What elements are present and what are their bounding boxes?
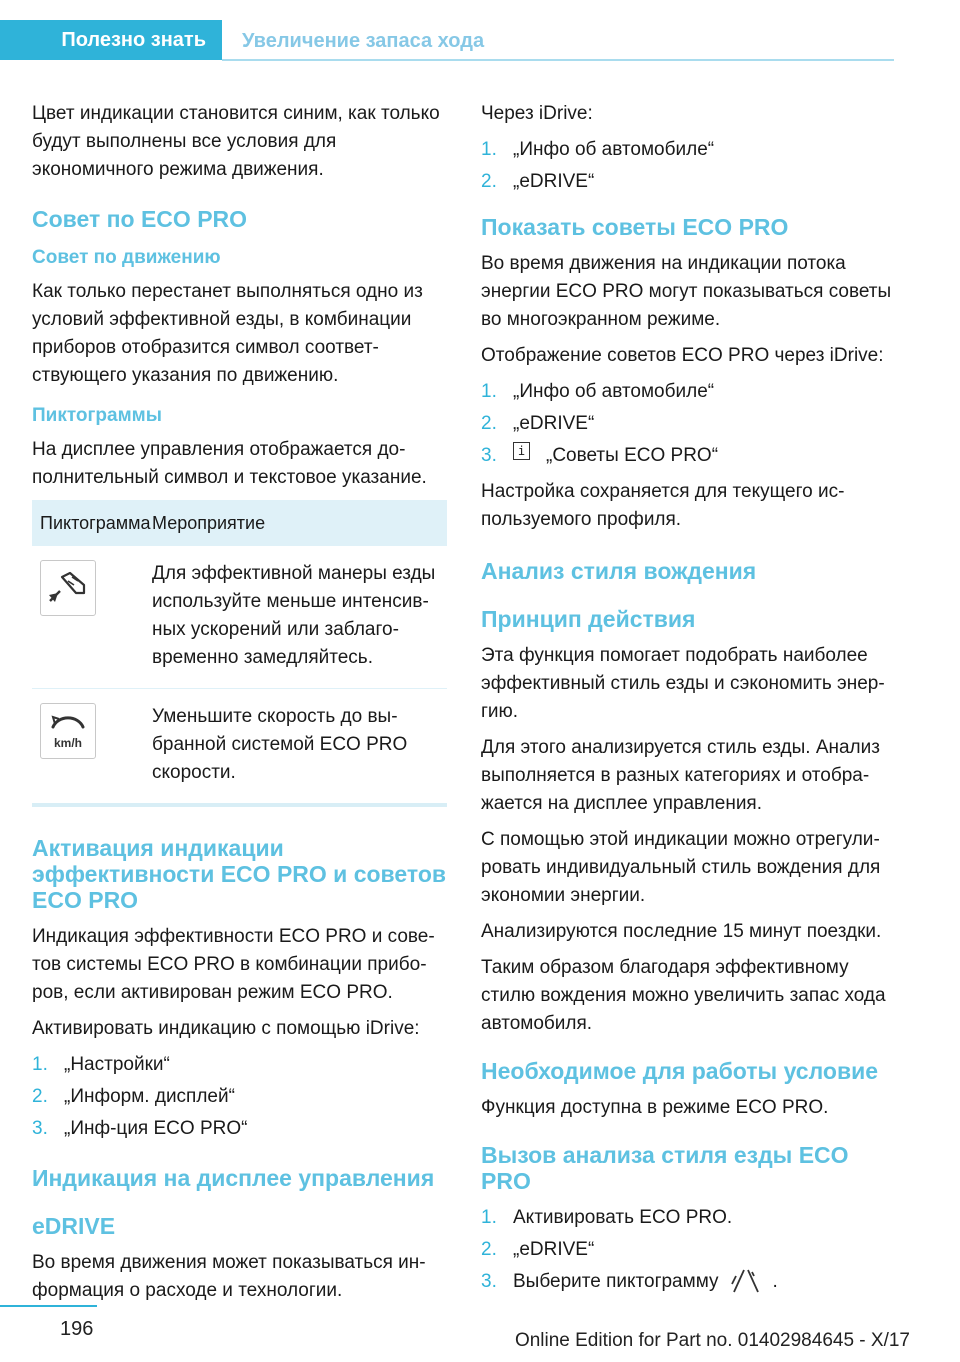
- list-item: 1. „Инфо об автомобиле“: [481, 139, 715, 160]
- footer-divider: [0, 1305, 97, 1307]
- via-idrive: Через iDrive:: [481, 103, 593, 124]
- activation-steps: [32, 1051, 452, 1143]
- driving-tip-paragraph: Как только перестанет выполняться одно из условий эффективной езды, в комбинации приборов отобразится символ соответствующего указания по движению.: [32, 281, 423, 386]
- principle-paragraph-1: Эта функция помогает подобрать наиболее эффективный стиль езды и сэкономить энергию.: [481, 645, 885, 722]
- list-item: 2. „eDRIVE“: [481, 1239, 595, 1260]
- principle-paragraph-3: С помощью этой индикации можно отрегулировать индивидуальный стиль вождения для экономии энергии.: [481, 829, 881, 906]
- header-divider: [222, 59, 894, 61]
- list-item: 1. „Настройки“: [32, 1054, 170, 1075]
- header-section-title: Увеличение запаса хода: [242, 30, 485, 52]
- heading-display: Индикация на дисплее управления: [32, 1165, 435, 1191]
- show-tips-paragraph: Во время движения на индикации потока энергии ECO PRO могут показываться советы во многоэкранном режиме.: [481, 253, 892, 330]
- list-item: 1. „Инфо об автомобиле“: [481, 381, 715, 402]
- table-row-text: Для эффективной манеры езды используйте меньше интенсивных ускорений или заблаговременно замедляйтесь.: [152, 563, 436, 668]
- list-item: 2. „Информ. дисплей“: [32, 1086, 235, 1107]
- heading-requirement: Необходимое для работы условие: [481, 1058, 879, 1084]
- principle-paragraph-2: Для этого анализируется стиль езды. Анализ выполняется в разных категориях и отображается на дисплее управления.: [481, 737, 880, 814]
- heading-call-analysis: Вызов анализа стиля езды ECO PRO: [481, 1142, 849, 1194]
- accelerator-pedal-icon: [40, 560, 96, 616]
- right-column: [481, 100, 901, 1311]
- list-item: 2. „eDRIVE“: [481, 171, 595, 192]
- intro-paragraph: Цвет индикации становится синим, как только будут выполнены все условия для экономичного режима движения.: [32, 103, 440, 180]
- kmh-label: km/h: [53, 736, 83, 750]
- pictograms-paragraph: На дисплее управления отображается дополнительный символ и текстовое указание.: [32, 439, 427, 488]
- table-header: [32, 500, 447, 546]
- list-item: 2. „eDRIVE“: [481, 413, 595, 434]
- pictogram-table: [32, 500, 447, 807]
- header-tab-label: Полезно знать: [61, 28, 206, 51]
- road-lines-icon: [728, 1268, 764, 1303]
- heading-eco-tip: Совет по ECO PRO: [32, 206, 248, 232]
- list-item: 1. Активировать ECO PRO.: [481, 1207, 733, 1228]
- heading-edrive: eDRIVE: [32, 1213, 116, 1239]
- principle-paragraph-5: Таким образом благодаря эффективному стилю вождения можно увеличить запас хода автомобиля.: [481, 957, 886, 1034]
- steps-b: [481, 378, 901, 470]
- edition-note: Online Edition for Part no. 01402984645 - X/17: [514, 1330, 910, 1351]
- heading-pictograms: Пиктограммы: [32, 405, 162, 426]
- activation-idrive: Активировать индикацию с помощью iDrive:: [32, 1018, 420, 1039]
- left-column: [32, 100, 452, 1313]
- table-header-measure: Мероприятие: [152, 513, 266, 533]
- info-box-icon: i: [513, 442, 530, 460]
- table-row: [32, 689, 447, 803]
- header-tab: [0, 20, 222, 60]
- heading-style-analysis: Анализ стиля вождения: [481, 558, 757, 584]
- page-number: 196: [60, 1318, 94, 1340]
- table-row-text: Уменьшите скорость до выбранной системой ECO PRO скорости.: [152, 706, 408, 783]
- activation-paragraph: Индикация эффективности ECO PRO и советов системы ECO PRO в комбинации приборов, если активирован режим ECO PRO.: [32, 926, 435, 1003]
- settings-saved-paragraph: Настройка сохраняется для текущего используемого профиля.: [481, 481, 845, 530]
- show-tips-idrive: Отображение советов ECO PRO через iDrive:: [481, 345, 884, 366]
- table-row: [32, 546, 447, 689]
- table-header-pictogram: Пиктограмма: [40, 513, 151, 533]
- list-item: 3. i „Советы ECO PRO“: [481, 444, 719, 466]
- steps-c: [481, 1204, 901, 1303]
- heading-activation: Активация индикации эффективности ECO PRO и советов ECO PRO: [32, 835, 447, 913]
- requirement-paragraph: Функция доступна в режиме ECO PRO.: [481, 1097, 829, 1118]
- speedometer-kmh-icon: [40, 703, 96, 759]
- heading-show-tips: Показать советы ECO PRO: [481, 214, 789, 240]
- heading-driving-tip: Совет по движению: [32, 247, 221, 268]
- steps-a: [481, 136, 901, 196]
- list-item: 3. Выберите пиктограмму .: [481, 1268, 901, 1303]
- list-item: 3. „Инф-ция ECO PRO“: [32, 1118, 248, 1139]
- principle-paragraph-4: Анализируются последние 15 минут поездки.: [481, 921, 882, 942]
- heading-principle: Принцип действия: [481, 606, 696, 632]
- edrive-paragraph: Во время движения может показываться информация о расходе и технологии.: [32, 1252, 426, 1301]
